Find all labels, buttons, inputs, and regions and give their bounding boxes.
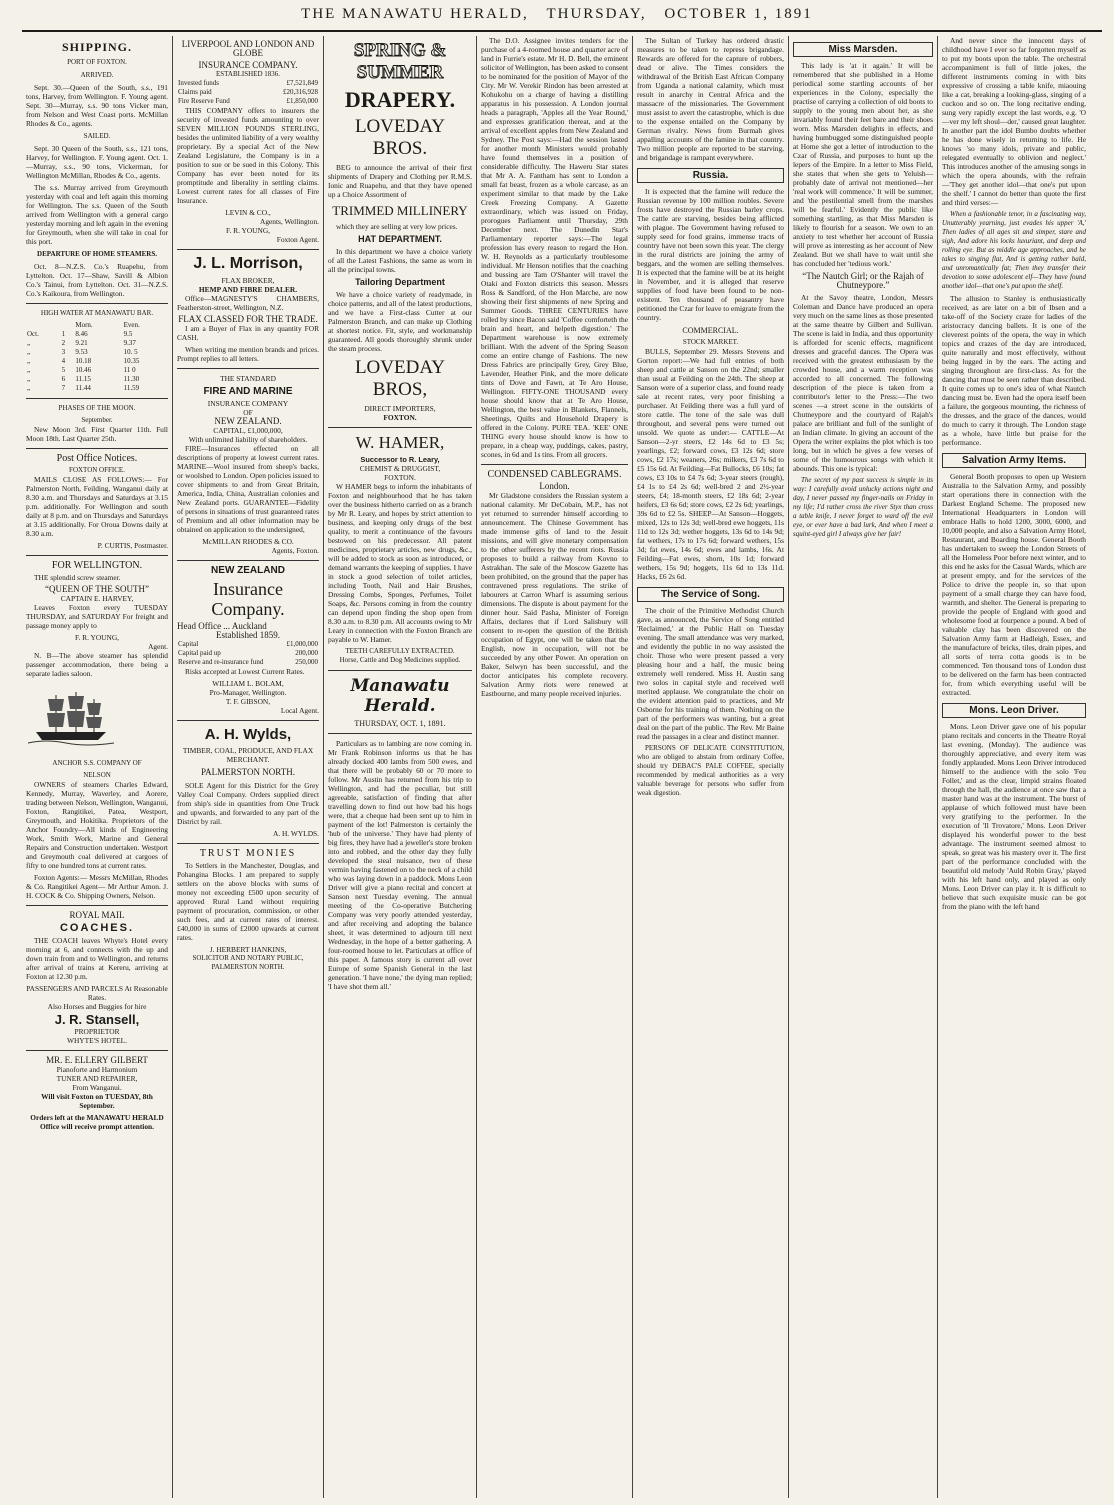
persons-text: PERSONS OF DELICATE CONSTITUTION, who are obliged to abstain from ordinary Coffee, should try DEBAC'S PALE COFFEE, specially recommended by medical authorities as a very valuable beverage for persons who suffer from weak digestion.	[637, 744, 784, 797]
salvation-title: Salvation Army Items.	[942, 453, 1086, 468]
local-agent: Local Agent.	[280, 706, 319, 715]
column-3	[324, 36, 476, 1498]
palm-north: PALMERSTON NORTH.	[211, 963, 285, 971]
mcmillan: McMILLAN RHODES & CO.	[202, 537, 294, 546]
nz-insurance: NEW ZEALAND	[211, 565, 285, 576]
tide-row: Oct. 1 8.46 9.5	[27, 330, 133, 338]
risks: Risks accepted at Lowest Current Rates.	[185, 667, 305, 676]
column-4	[477, 36, 632, 1498]
tide-row: „ 3 9.53 10. 5	[27, 348, 138, 356]
local-text: Particulars as to lambing are now coming in. Mr Frank Robinson informs us that he has already docked 400 lambs from 500 ewes, and that there will be probably 60 or 70 more to follow. Mr Austin has returned from his trip to Wellington, and had the peculiar, but still agreeable, satisfaction of finding that after travelling down to find out how bad his hogs were, that a cheque had been sent up to him in payment of the lot! Palmerston is certainly the 'hub of the universe.' They have had plenty of big fires, they have had a jeweller's store broken into and robbed, and the other day they fully developed the steal nuisance, two of these vermin having fastened on to the neck of a child who was laying down in a paddock. Mons Leon Driver will give a piano recital and concert at Sanson next Tuesday evening. The annual meeting of the Co-operative Butchering Company was very poorly attended yesterday, and after receiving and adopting the balance sheet, it was determined to adjourn till next Wednesday, in the hope of a better gathering. A four-roomed house to let. Particulars at office of this paper. A famous story is current all over Europe of some Spanish General in the last generation. 'I have none,' the dying man replied; 'I have shot them all.'	[328, 739, 472, 991]
masthead-day: THURSDAY,	[546, 6, 647, 22]
tailoring-text: We have a choice variety of readymade, in choice patterns, and all of the latest productions, and we have a First-class Cutter at our Palmerston Branch, and can make up Clothing at shortest notice. Fit, style, and workmanship guaranteed. All goods thoroughly shrunk under the steam process.	[328, 290, 472, 353]
gilbert: MR. E. ELLERY GILBERT	[46, 1055, 148, 1065]
wellington-text: THE splendid screw steamer.	[34, 573, 121, 582]
table-row: Capital paid up 200,000	[178, 649, 318, 657]
liverpool-text: THIS COMPANY offers to insurers the security of invested funds amounting to over SEVEN MILLION POUNDS STERLING, besides the unlimited liability of a very wealthy proprietary. By a special Act of the New Zealand Legislature, the Company is in a position to sue or be sued in this Colony. This Company has ever been noted for its promptitude and liberality in settling claims. Lowest current rates for all classes of Fire Insurance.	[177, 106, 319, 205]
nautch-title: “The Nautch Girl; or the Rajah of Chutneypore.”	[802, 271, 924, 290]
murray-text: The s.s. Murray arrived from Greymouth yesterday with coal and left again this morning for Wellington. The s.s. Queen of the South arrived from Wellington with a general cargo yesterday morning and left again in the evening for Greymouth, when she will take in coal for this port.	[26, 183, 168, 246]
moon-title: PHASES OF THE MOON.	[58, 404, 136, 412]
moon-text: New Moon 3rd. First Quarter 11th. Full Moon 18th. Last Quarter 25th.	[26, 425, 168, 443]
hemp: HEMP AND FIBRE DEALER.	[198, 285, 298, 294]
capital: CAPITAL, £1,000,000,	[213, 426, 283, 435]
liability: With unlimited liability of shareholders.	[188, 435, 308, 444]
salvation-text: General Booth proposes to open up Western Australia to the Salvation Army, and possibly start operations there in connection with the Darkest England Scheme. The proposed new International Headquarters in London will embrace Halls to hold 1200, 3000, 6000, and 10,000 people, and also a Salvation Army Hotel, Restaurant, and Boarding house. General Booth has undertaken to sweep the London Streets of all the Homeless Poor before next winter, and to this end he asks for the Casual Wards, which are at present empty, and for the services of the Police to drive the people in, so that upon payment of a small charge they can have food, warmth, and shelter. The General is preparing to provide the people of England with good and wholesome food at fourpence a pound. A bed of valuable clay has been discovered on the Salvation Army farm at Hadleigh, Essex, and the manufacture of bricks, tiles, drain pipes, and all sorts of terra cotta goods is to be commenced. Ten thousand tons of London dust to be delivered on the farm has been contracted for, from which everything useful will be extracted.	[942, 472, 1086, 697]
levin-agents: Agents, Wellington.	[259, 217, 319, 226]
standard: THE STANDARD	[220, 374, 276, 383]
fire-marine: FIRE AND MARINE	[203, 386, 293, 397]
funds-table	[177, 79, 319, 106]
post-text: MAILS CLOSE AS FOLLOWS:— For Palmerston North, Feilding, Wanganui daily at 8.30 a.m. and Thursdays and Saturdays at 3.15 p.m. additionally. For Wellington and south daily at 8 p.m. and on Thursdays and Saturdays at 3.15 additionally. For Oroua Downs daily at 8.30 a.m.	[26, 475, 168, 538]
song-text: When a fashionable tenor, in a fascinating way, Unutterably yearning, just evades his upper 'A,' Then ladies of all ages sit and simper, stare and sigh, And adore his locks luxuriant, and deep and rolling eye. But as middle age approaches, and he takes to singing flat, And is getting rather bald, and unromantically fat; Then they transfer their devotion to some adolescent elf—They have found another idol—that one's put upon the shelf.	[942, 210, 1086, 290]
foxton-agent: Foxton Agent.	[276, 235, 319, 244]
stock-title: STOCK MARKET.	[682, 338, 739, 346]
post-title: Post Office Notices.	[56, 453, 138, 464]
column-1	[22, 36, 172, 1498]
agent-label: Agent.	[148, 642, 168, 651]
column-7	[938, 36, 1090, 1498]
passengers: PASSENGERS AND PARCELS At Reasonable Rates.	[26, 984, 168, 1002]
sole-agent: SOLE Agent for this District for the Grey Valley Coal Company. Orders supplied direct from ship's side in quantities from One Truck and upwards, and forwarded to any part of the District by rail.	[177, 781, 319, 826]
post-sign: P. CURTIS, Postmaster.	[97, 541, 168, 550]
horses: Also Horses and Buggies for hire	[47, 1002, 147, 1011]
gilbert-trade: Pianoforte and Harmonium	[56, 1065, 138, 1074]
from-wanganui: From Wanganui.	[72, 1083, 122, 1092]
tide-row: „ 5 10.46 11 0	[27, 366, 136, 374]
palmerston: PALMERSTON NORTH.	[201, 767, 295, 777]
arrived-text: Sept. 30.—Queen of the South, s.s., 191 tons, Harvey, from Wellington. F. Young agent. Sept. 30—Murray, s.s. 90 tons Vicker man, from Nelson and West Coast ports. McMillan Rhodes & Co., agents.	[26, 83, 168, 128]
royal-mail: ROYAL MAIL	[69, 910, 125, 920]
news-text: The D.O. Assignee invites tenders for the purchase of a 4-roomed house and quarter acre of land in Furrie's estate. Mr H. D. Bell, the eminent solicitor of Wellington, has been asked to consent to be nominated for the position of Mayor of the City. Mr W. Verekir Rindon has been arrested at Kohukohu on a charge of having a distilling apparatus in his possession. A London journal heads a paragraph, 'Apples all the Year Round,' and expresses gratification thereat, and at the arrival of excellent apples from New Zealand and Sydney. The Post says:—Had the session lasted for another month Ministers would probably have found themselves in a position of considerable difficulty. The Haweru Star states that Mr A. A. Fantham has sent to London a small fat beast, frozen as a whole carcase, as an experiment similar to that made by the Lake Creek Freezing Company. A Gazette extraordinary, which was issued on Friday, prorogues Parliament until Thursday, 29th December next. The Dunedin Star's Parliamentary reporter says:—The legal profession has every reason to regard the Hon. W. H. Reynolds as a particularly troublesome individual. Mr Henson notifies that the coaching and bussing are Tam O'Shanter will travel the Otaki and Foxton districts this season. Messrs Ross & Sandford, of the Hon Marche, are now showing their first shipments of new Spring and Summer Goods. THREE CENTURIES have rolled by since Bacon said 'Coffee comforteth the brain and heart, and helpeth digestion.' The Department warehouse is now extremely brilliant. With the advent of the Spring Season come an entire change of Fashions. The new Dress Fabrics are principally Grey, Grey Blue, Lavender, Heather Pink, and the more delicate tints of Dove and Fawn, at Te Aro House, Wellington. FIFTY-ONE THOUSAND every house should know that at Te Aro House, Wellington, the best value in Blankets, Flannels, Sheetings, Quilts and Household Drapery is offered in the Colony. PURE TEA. 'KEE' ONE THING every house should know is how to prepare, in a cheap way, puddings, cakes, pastry, scones, in 6d and 1s tins. From all grocers.	[481, 36, 628, 459]
hat-text: In this department we have a choice variety of all the Latest Fashions, the same as worn in all the principal towns.	[328, 247, 472, 274]
table-row: Fire Reserve Fund £1,850,000	[178, 97, 318, 105]
marsden-text: This lady is 'at it again.' It will be remembered that she published in a Home periodical some startling accounts of her experiences in the Colony, especially the practise of carrying a collection of old boots to supply to the young men about her, as she invariably found their feet bare and their shoes worn. Miss Marsden delights in effects, and having humbugged some distinguished people at Home she got a letter of introduction to the Czar of Russia, and purposes to hunt up the lepers of the Empire. In a letter to Miss Field, she states that when she gets to Yeluish—probably date of arrival not mentioned—her 'real work will commence.' It will be summer, and 'the pestilential smell from the marshes will be fearful.' Evidently the public like something startling, as that Miss Marsden is likely to flourish for a season. We own to an anxiety to test whether her account of Russia will prove as interesting as her account of New Zealand. But we shall have to wait until she has concluded her 'tedious work.'	[793, 61, 933, 268]
insurance-co2: Insurance Company.	[211, 579, 285, 619]
loveday-text: BEG to announce the arrival of their first shipments of Drapery and Clothing per R.M.S. Ionic and Ruapehu, and that they have opened up a Choice Assortment of	[328, 163, 472, 199]
insurance-co: INSURANCE COMPANY	[207, 399, 289, 408]
spring-title: SPRING & SUMMER	[353, 40, 447, 83]
trimmed-text: which they are selling at very low prices.	[336, 222, 458, 231]
buyer: I am a Buyer of Flax in any quantity FOR CASH.	[177, 324, 319, 342]
tide-row: „ 4 10.18 10.35	[27, 357, 140, 365]
tide-row: „ 7 11.44 11.59	[27, 384, 140, 392]
column-5	[633, 36, 788, 1498]
anchor-text: OWNERS of steamers Charles Edward, Kennedy, Murray, Waverley, and Aorere, trading between Nelson, Wellington, Wanganui, Foxton, Rangitikei, Patea, Westport, Greymouth, and Hokitika. Proprietors of the Anchor Foundry—All kinds of Engineering Work, Smith Work, Marine and General Repairs and Construction undertaken. Westport and Greymouth coal delivered at cargoes of fifty to one hundred tons at current rates.	[26, 780, 168, 870]
nz-label: NEW ZEALAND.	[214, 416, 282, 426]
issue-date: THURSDAY, OCT. 1, 1891.	[354, 719, 446, 728]
cable-title: CONDENSED CABLEGRAMS.	[487, 469, 622, 480]
successor: Successor to R. Leary,	[360, 455, 440, 464]
whytes-hotel: WHYTE'S HOTEL.	[66, 1036, 128, 1045]
drapery-title: DRAPERY.	[344, 87, 456, 112]
of-label: OF	[243, 408, 253, 417]
fire-text: FIRE—Insurances effected on all descriptions of property at lowest current rates. MARINE—Wool insured from sheep's backs, or woolshed to London. Open policies issued to cover shipments to and from Great Britain, America, India, China, Australian colonies and New Zealand ports. GUARANTEE—Fidelity of persons in situations of trust guaranteed rates of Premium and all other information may be obtained on application to the undersigned,	[177, 444, 319, 534]
hamer: W. HAMER,	[355, 433, 445, 452]
stanley-text: The allusion to Stanley is enthusiastically received, as are later on a bit of Ibsen and a take-off of the Society craze for ladies of the aristocracy dancing ballets. It is one of the cleverest points of the opera, the way in which topics and crazes of the day are introduced, quite naturally and most effectively, without being lugged in by the ears. The acting and singing throughout are first-class. As for the dancing that must be seen rather than described. It quite comes up to one's idea of what Nautch dancing must be. Even had the opera itself been a failure, the gorgeous mounting, the richness of the dresses, and the grace of the dances, would do much to carry it through. The London stage as a whole, have little but praise for the performance.	[942, 294, 1086, 447]
sailed-text: Sept. 30 Queen of the South, s.s., 121 tons, Harvey, for Wellington. F. Young agent. Oct. 1.—Murray, s.s., 90 tons, Vickerman, for Wellington McMillan, Rhodes & Co., agents.	[26, 144, 168, 180]
cable-text: Mr Gladstone considers the Russian system a national calamity. Mr DeCobain, M.P., has not yet returned to surrender himself according to announcement. The Chinese Government has made immense gifts of land to the Jesuit missions, and will give monetary compensation to the other sufferers by the recent riots. Russia proposes to build a railway from Kovno to Astrakhan. The sale of the Moscow Gazette has been prohibited, on the ground that the paper has contravened press regulations. The strike of labourers at Carron Wharf is assuming serious dimensions. The dispute is about payment for the dinner hour. Said Pasha, Minister of Foreign Affairs, declares that if Lord Salisbury will consent to re-open the question of the British occupation of Egypt, one will be taken that the English, now in occupation, will not be succeeded by any other Power. An operation on Baker, Selwyn has been successful, and the doctor anticipates his complete recovery. Salvation Army riots were renewed at Eastbourne, and many people received injuries.	[481, 491, 628, 698]
samples: When writing me mention brands and prices. Prompt replies to all letters.	[177, 345, 319, 363]
arrived-label: ARRIVED.	[80, 71, 114, 79]
levin: LEVIN & CO.,	[225, 208, 271, 217]
nautch-text: At the Savoy theatre, London, Messrs Coleman and Dance have produced an opera very much on the same lines as those presented at the same theatre by Gilbert and Sullivan. The scene is laid in India, and thus opportunity is afforded for scenic effects, magnificent dresses and graceful dances. The Opera was received with the greatest enthusiasm by the crowded house, and a warm reception was accorded to all concerned. The following description of the piece is taken from a contributor's letter to the Press:—The two scenes —a street scene in the outskirts of Chutneypore and the courtyard of Rajah's palace are brilliant and full of the sunlight of an Indian climate. In giving an account of the Opera the writer explains the plot which is too long, but in which he gives a few verses of some of the humourous songs with which it abounds. This one is typical:	[793, 293, 933, 473]
bolam-role: Pro-Manager, Wellington.	[209, 688, 287, 697]
liverpool-sub: INSURANCE COMPANY.	[198, 60, 298, 70]
service-text: The choir of the Primitive Methodist Church gave, as announced, the Service of Song entitled 'Reclaimed,' at the Public Hall on Tuesday evening. The small attendance was very marked, and evidently the public in no way assisted the choir. Those who were present passed a very pleasing hour and a half, the music being extremely well rendered. Miss H. Austin sang two solos in capital style and received well merited applause. We congratulate the choir on the evident attention paid to practices, and Mr Osborne for his training of them. Nothing on the part of the performers was wanting, but a great deal on the part of the public. The Rev. Mr Baine read the passages in a clear and distinct manner.	[637, 606, 784, 741]
stansell: J. R. Stansell,	[54, 1012, 140, 1027]
tide-table	[26, 321, 168, 393]
liverpool-title: LIVERPOOL AND LONDON AND GLOBE	[181, 39, 315, 58]
trust: TRUST MONIES	[199, 848, 297, 859]
bolam: WILLIAM L. BOLAM,	[212, 679, 284, 688]
tide-header-row: Morn. Even.	[75, 321, 140, 329]
table-row: Claims paid £20,316,928	[178, 88, 318, 96]
sailing-ship-icon	[26, 687, 116, 747]
russia-text: It is expected that the famine will reduce the Russian revenue by 100 million roubles. Severe frosts have destroyed the Russian barley crops. The cattle are starving, besides being afflicted with plague. The Government having refused to supply seed for food grains, immense tracts of country have not been sown this year. The clergy in the rural districts are joining the army of beggars, and the women are selling themselves. It is expected that the famine will be at its height in November, and it is alleged that reserve supplies of food have been found to be non-existent. Ten thousand of peasantry have petitioned the Czar for leave to emigrate from the country.	[637, 187, 784, 322]
flax-classed: FLAX CLASSED FOR THE TRADE.	[178, 314, 318, 324]
solicitor: SOLICITOR AND NOTARY PUBLIC,	[192, 954, 304, 962]
london-title: London.	[539, 481, 570, 491]
masthead-date: OCTOBER 1, 1891	[664, 6, 813, 22]
sultan-text: The Sultan of Turkey has ordered drastic measures to be taken to repress brigandage. Rewards are offered for the capture of robbers, dead or alive. The Times considers the withdrawal of the British East African Company from Uganda a national calamity, which must result in anarchy in Central Africa and the massacre of the missionaries. The Government must assist to avert the catastrophe, which is due to the expense entailed on the Company by German rivalry. News from Burmah gives appalling accounts of the famine in that country. Two million people are reported to be starving, and brigandage is rampant everywhere.	[637, 36, 784, 162]
morrison-office: Office—MAGNESTY'S CHAMBERS, Featherston-street, Wellington, N.Z.	[177, 294, 319, 312]
importers: DIRECT IMPORTERS,	[364, 404, 436, 413]
wylds: A. H. Wylds,	[204, 726, 292, 743]
shipping-title: SHIPPING.	[61, 40, 132, 54]
morrison: J. L. Morrison,	[193, 255, 303, 272]
port-title: PORT OF FOXTON.	[67, 58, 127, 66]
coaches-title: COACHES.	[59, 922, 135, 934]
opera-text: And never since the innocent days of childhood have I ever so far forgotten myself as to put my boots upon the table. The orchestral accompaniment is full of little jokes, the different instruments coming in with bits expressive of crossing a table knife, miaouing like a cat, breaking a looking-glass, singing of a cuckoo and so on. The long recitative ending, sung very rapidly except the last words, e.g. 'O—ver my left shoul—der,' caused great laughter. In another part the idol Bumbo doubts whether he has done wisely in returning to life. He knows 'so many idols, private and public, relegated eventually to oblivion and neglect.' This introduces another of the amusing songs in which the opera abounds, with the refrain—'They get another idol—that one's put upon the shelf.' I cannot do better than quote the first and third verses:—	[942, 36, 1086, 207]
est-1859: Established 1859.	[216, 630, 280, 640]
captain: CAPTAIN E. HARVEY,	[60, 594, 134, 603]
wellington-ship: “QUEEN OF THE SOUTH”	[44, 584, 150, 594]
coach-text: THE COACH leaves Whyte's Hotel every morning at 6, and connects with the up and down train from and to Wellington, and returns after arrival of trains at Kereru, arriving at Foxton at 12.30 p.m.	[26, 936, 168, 981]
herald-title: Manawatu Herald.	[350, 676, 450, 716]
hankins: J. HERBERT HANKINS,	[209, 945, 287, 954]
driver-title: Mons. Leon Driver.	[942, 703, 1086, 718]
visit: Will visit Foxton on TUESDAY, 8th September.	[41, 1092, 153, 1110]
capital-table	[177, 640, 319, 667]
foxton: FOXTON.	[383, 413, 417, 422]
post-sub: FOXTON OFFICE.	[69, 466, 125, 474]
nb-text: N. B—The above steamer has splendid passenger accommodation, there being a separate ladies saloon.	[26, 651, 168, 678]
service-title: The Service of Song.	[637, 587, 784, 602]
commercial-title: COMMERCIAL.	[682, 326, 739, 335]
wellington-title: FOR WELLINGTON.	[51, 560, 143, 571]
column-6	[789, 36, 937, 1498]
divider	[26, 303, 168, 304]
fr-young: F. R. YOUNG,	[225, 226, 271, 235]
loveday-title-2: LOVEDAY BROS,	[354, 357, 446, 400]
table-row: Capital £1,000,000	[178, 640, 318, 648]
departure-text: Oct. 8—N.Z.S. Co.'s Ruapehu, from Lyttelton. Oct. 17—Shaw, Savill & Albion Co.'s Tainui, from Lyttelton. Oct. 31—N.Z.S. Co.'s Kaikoura, from Wellington.	[26, 262, 168, 298]
tailoring: Tailoring Department	[355, 277, 445, 287]
orders: Orders left at the MANAWATU HERALD Office will receive prompt attention.	[30, 1113, 164, 1131]
verse-text: The secret of my past success is simple in its way: I carefully avoid unlucky actions night and day, I never passed my finger-nails on Friday in my life; I'd rather cross the river Styx than cross a table knife, I never forget to ward off the evil eye, or ever have a bad lurk, And when I meet a squint-eyed girl I always give her fair!	[793, 476, 933, 538]
flax-broker: FLAX BROKER,	[221, 276, 275, 285]
chemist: CHEMIST & DRUGGIST,	[359, 464, 441, 473]
hamer-text: W HAMER begs to inform the inhabitants of Foxton and neighbourhood that he has taken over the business hitherto carried on as a branch by Mr R. Leary, and hopes by strict attention to business, and keeping only drugs of the best quality, to merit a continuance of the favours bestowed on his predecessor. All patent medicines, proprietary articles, new drugs, &c., will be added to stock as soon as introduced, or demand warrants the keeping of supplies. I have in stock a good selection of toilet articles, including Tooth, Nail and Hair Brushes, Dressing Combs, Sponges, Perfumes, Toilet Soaps, &c. Persons coming in from the country can depend upon finding the shop open from 8.30 a.m. to 8.30 p.m. All accounts owing to Mr Leary in connection with the Foxton Branch are payable to W. Hamer.	[328, 482, 472, 644]
masthead-rule	[22, 30, 1102, 32]
driver-text: Mons. Leon Driver gave one of his popular piano recitals and concerts in the Theatre Royal last evening, (Monday). The audience was thoroughly appreciative, and every item was fondly applauded. Mons Leon Driver introduced himself to the audience with the solo 'Feu Follet,' and as the clear, limpid strains floated through the hall, the audience at once saw that a master hand was at the instrument. The burst of applause of which followed must have been very gratifying to the performer. In the execution of 'Il Trovatore,' Mons. Leon Driver displayed his wonderful power to the best advantage. The instrument seemed almost to speak, so great was his mastery over it. The first part of the performance concluded with the beautiful old melody 'Auld Robin Gray,' played with his left hand only, and played as only Mons. Leon Driver can play it. It is difficult to believe that such exquisite music can be got from the piano with the left hand	[942, 722, 1086, 911]
tide-title: HIGH WATER AT MANAWATU BAR.	[40, 309, 154, 317]
anchor-place: NELSON	[83, 771, 111, 779]
hat-dept: HAT DEPARTMENT.	[358, 234, 442, 244]
agent-name: F. R. YOUNG,	[74, 633, 120, 642]
gibson: T. F. GIBSON,	[225, 697, 271, 706]
stock-text: BULLS, September 29. Messrs Stevens and Gorton report:—We had full entries of both sheep and cattle at Sanson on the 22nd; smaller than usual at Feilding on the 24th. The sheep at Sanson were of a superior class, and found ready sale at recent rates, very poor finishing a purchaser. At Feilding there was a full yard of store cattle. The tone of the sale was dull throughout, and several pens were turned out unsold. We quote as under:— CATTLE—At Sanson—2-yr steers, £2 14s 6d to £3 5s; yearlings, £2; forward cows, £3 12s 6d; store cows, £2 17s; weaners, 26s; milkers, £3 7s 6d to £5 15s 6d. At Feilding—Fat Bullocks, £6 10s; fat cows, £3 10s to £4 7s 6d; 3-year steers (rough), £4 1s to £4 2s 6d; well-bred 2 and 2½-year steers, £4; 18-month steers, £2 18s 6d; 2-year heifers, £3 6s 6d; store cows, £2 2s 6d; yearlings, 39s 6d to £2 5s. SHEEP—At Sanson—Hoggets, mixed, 12s to 12s 3d; well-bred ewe hoggets, 11s 11d to 12s 3d; wether hoggets, 13s 6d to 14s 9d; fat wethers, 17s to 17s 6d; forward wethers, 15s 3d; fat ewes, 14s 6d; ewes and lambs, 16s. At Feilding—Fat ewes, shorn, 10s 1d; forward wethers, 15s 9d; hoggets, 11s 6d to 13s 11d. Hacks, £6 2s 6d.	[637, 347, 784, 581]
table-row: Invested funds £7,521,849	[178, 79, 318, 87]
trust-text: To Settlers in the Manchester, Douglas, and Pohangina Blocks. I am prepared to supply settlers on the above blocks with sums of money not exceeding £500 upon security of approved Rural Land without requiring payment of procuration, commission, or other such fees, and at current rates of interest. £40,000 in sums of £2000 upwards at current rates.	[177, 861, 319, 942]
column-2	[173, 36, 323, 1498]
anchor-agents: Foxton Agents:— Messrs McMillan, Rhodes & Co. Rangitikei Agent— Mr Arthur Amon. J. H. COCK & Co. Shipping Owners, Nelson.	[26, 873, 168, 900]
timber: TIMBER, COAL, PRODUCE, AND FLAX MERCHANT.	[182, 746, 314, 764]
proprietor: PROPRIETOR	[74, 1027, 120, 1036]
wellington-body: Leaves Foxton every TUESDAY THURSDAY, and SATURDAY For freight and passage money apply to	[26, 603, 168, 630]
departure-title: DEPARTURE OF HOME STEAMERS.	[37, 250, 157, 258]
foxton-2: FOXTON.	[384, 473, 416, 482]
tide-row: „ 2 9.21 9.37	[27, 339, 136, 347]
sailed-label: SAILED.	[83, 132, 111, 140]
table-row: Reserve and re-insurance fund 250,000	[178, 658, 318, 666]
marsden-title: Miss Marsden.	[793, 42, 933, 57]
teeth: TEETH CAREFULLY EXTRACTED.	[345, 647, 455, 655]
masthead-paper: THE MANAWATU HERALD,	[301, 6, 529, 22]
established: ESTABLISHED 1836.	[216, 70, 280, 78]
moon-month: September.	[81, 416, 113, 424]
trimmed-millinery: TRIMMED MILLINERY	[332, 203, 468, 218]
anchor-title: ANCHOR S.S. COMPANY OF	[52, 759, 142, 767]
russia-title: Russia.	[637, 168, 784, 183]
mcmillan-agents: Agents, Foxton.	[271, 546, 319, 555]
head-office: Head Office ... Auckland	[177, 621, 267, 631]
masthead	[0, 6, 1114, 23]
tide-row: „ 6 11.15 11.30	[27, 375, 140, 383]
horse-medicines: Horse, Cattle and Dog Medicines supplied.	[339, 656, 461, 664]
tuner: TUNER AND REPAIRER,	[56, 1074, 138, 1083]
wylds-sign: A. H. WYLDS.	[272, 829, 319, 838]
newspaper-page	[22, 36, 1102, 1498]
loveday-title: LOVEDAY BROS.	[354, 116, 446, 159]
